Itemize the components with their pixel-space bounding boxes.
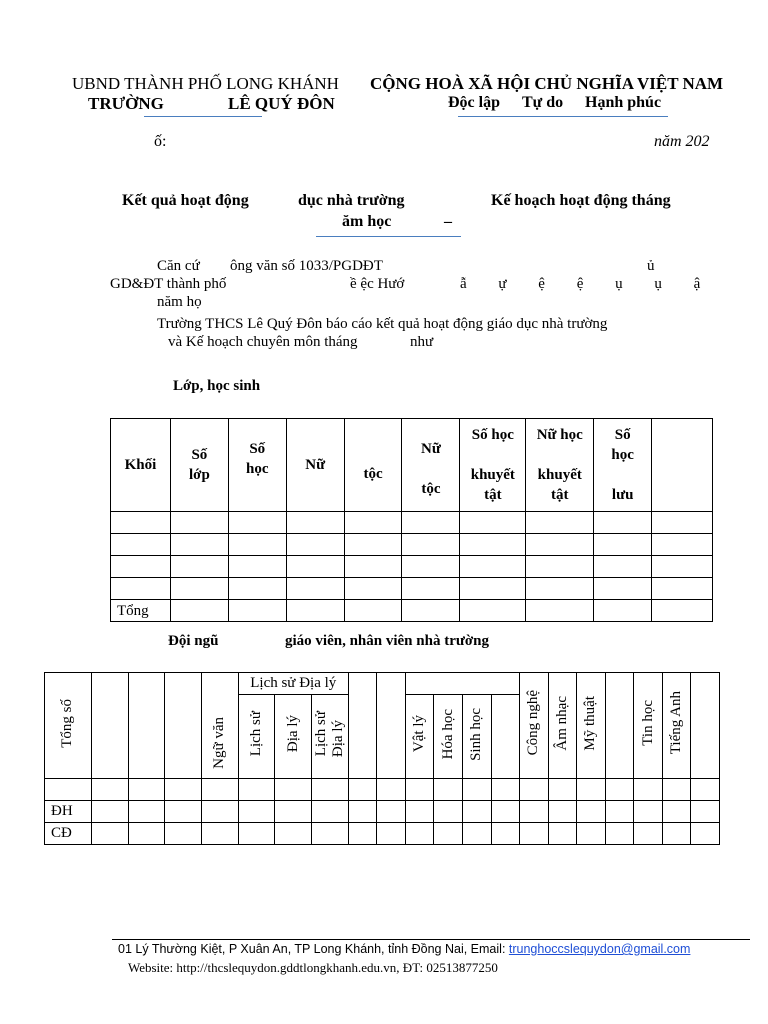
school-name: LÊ QUÝ ĐÔN bbox=[228, 94, 335, 113]
col-dia-ly: Địa lý bbox=[275, 695, 312, 779]
footer-website[interactable]: Website: http://thcslequydon.gddtlongkhanh.edu.vn, ĐT: 02513877250 bbox=[128, 960, 498, 975]
class-student-table bbox=[110, 418, 713, 622]
body-line1b: ông văn số 1033/PGDĐT bbox=[230, 258, 383, 274]
authority-name: UBND THÀNH PHỐ LONG KHÁNH bbox=[72, 74, 339, 93]
footer-address: 01 Lý Thường Kiệt, P Xuân An, TP Long Khánh, tỉnh Đồng Nai, Email: bbox=[118, 942, 509, 956]
footer-email-link[interactable]: trunghoccslequydon@gmail.com bbox=[508, 942, 691, 956]
table-row-dh bbox=[45, 801, 720, 823]
row-label-dh: ĐH bbox=[45, 801, 92, 823]
col-sinh-hoc: Sinh học bbox=[463, 695, 492, 779]
col-ngu-van: Ngữ văn bbox=[202, 673, 239, 779]
body-line2c: ẫ ự ệ ệ ụ ụ ậ bbox=[460, 276, 701, 292]
body-line3: năm họ bbox=[157, 294, 202, 310]
col-extra bbox=[652, 419, 713, 512]
table-row bbox=[111, 556, 713, 578]
col-nu-hoc-khuyet-tat: Nữ học khuyết tật bbox=[526, 419, 594, 512]
col-so-lop: Số lớp bbox=[170, 419, 228, 512]
col-lich-su: Lịch sử bbox=[238, 695, 275, 779]
footer-address-line bbox=[118, 942, 690, 956]
motto-hanh-phuc: Hạnh phúc bbox=[585, 94, 662, 111]
section1-heading: Lớp, học sinh bbox=[173, 378, 261, 394]
school-underline bbox=[144, 116, 262, 117]
col-hoa-hoc: Hóa học bbox=[434, 695, 463, 779]
motto-tu-do: Tự do bbox=[522, 94, 564, 111]
col-vat-ly: Vật lý bbox=[405, 695, 434, 779]
col-am-nhac: Âm nhạc bbox=[548, 673, 577, 779]
col-nu-toc: Nữ tộc bbox=[402, 419, 460, 512]
table1-header-row bbox=[111, 419, 713, 512]
table-row-cd bbox=[45, 823, 720, 845]
motto-underline bbox=[458, 116, 668, 117]
col-tong-so: Tổng số bbox=[45, 673, 92, 779]
body-line2b: ề ệc Hướ bbox=[350, 276, 405, 292]
col-tieng-anh: Tiếng Anh bbox=[662, 673, 691, 779]
body-line5b: như bbox=[410, 334, 434, 350]
section2-heading-a: Đội ngũ bbox=[168, 633, 219, 649]
title-part2: dục nhà trường bbox=[298, 192, 405, 209]
body-line5a: và Kế hoạch chuyên môn tháng bbox=[168, 334, 358, 350]
table-row bbox=[45, 779, 720, 801]
col-ls-dl: Lịch sửĐịa lý bbox=[312, 695, 349, 779]
body-line1a: Căn cứ bbox=[157, 258, 200, 274]
table-row-total bbox=[111, 600, 713, 622]
col-khoi: Khối bbox=[111, 419, 171, 512]
school-label: TRƯỜNG bbox=[88, 94, 164, 113]
col-cong-nghe: Công nghệ bbox=[520, 673, 549, 779]
table-row bbox=[111, 512, 713, 534]
title-part3: Kế hoạch hoạt động tháng bbox=[491, 192, 671, 209]
title-dash: – bbox=[444, 213, 452, 230]
col-tin-hoc: Tin học bbox=[634, 673, 663, 779]
col-nu: Nữ bbox=[286, 419, 344, 512]
col-toc: tộc bbox=[344, 419, 402, 512]
body-line2: GD&ĐT thành phố bbox=[110, 276, 227, 292]
body-line1c: ủ bbox=[647, 258, 655, 274]
document-date: năm 202 bbox=[654, 133, 710, 150]
motto-doc-lap: Độc lập bbox=[448, 94, 500, 111]
title-school-year: ăm học bbox=[342, 213, 392, 230]
col-so-hoc: Số học bbox=[228, 419, 286, 512]
document-number: ố: bbox=[154, 133, 167, 150]
table-row bbox=[111, 534, 713, 556]
staff-table bbox=[44, 672, 720, 845]
national-title: CỘNG HOÀ XÃ HỘI CHỦ NGHĨA VIỆT NAM bbox=[370, 74, 724, 93]
table-row bbox=[111, 578, 713, 600]
title-underline bbox=[316, 236, 461, 237]
body-line4: Trường THCS Lê Quý Đôn báo cáo kết quả hoạt động giáo dục nhà trường bbox=[157, 316, 608, 332]
row-label-cd: CĐ bbox=[45, 823, 92, 845]
section2-heading-b: giáo viên, nhân viên nhà trường bbox=[285, 633, 490, 649]
col-my-thuat: Mỹ thuật bbox=[577, 673, 606, 779]
col-so-hoc-luu: Số học lưu bbox=[594, 419, 652, 512]
title-part1: Kết quả hoạt động bbox=[122, 192, 249, 209]
col-so-hoc-khuyet-tat: Số học khuyết tật bbox=[460, 419, 526, 512]
total-label: Tổng bbox=[111, 600, 171, 622]
footer-divider bbox=[112, 939, 750, 940]
col-group-lich-su-dia-ly: Lịch sử Địa lý bbox=[238, 673, 348, 695]
